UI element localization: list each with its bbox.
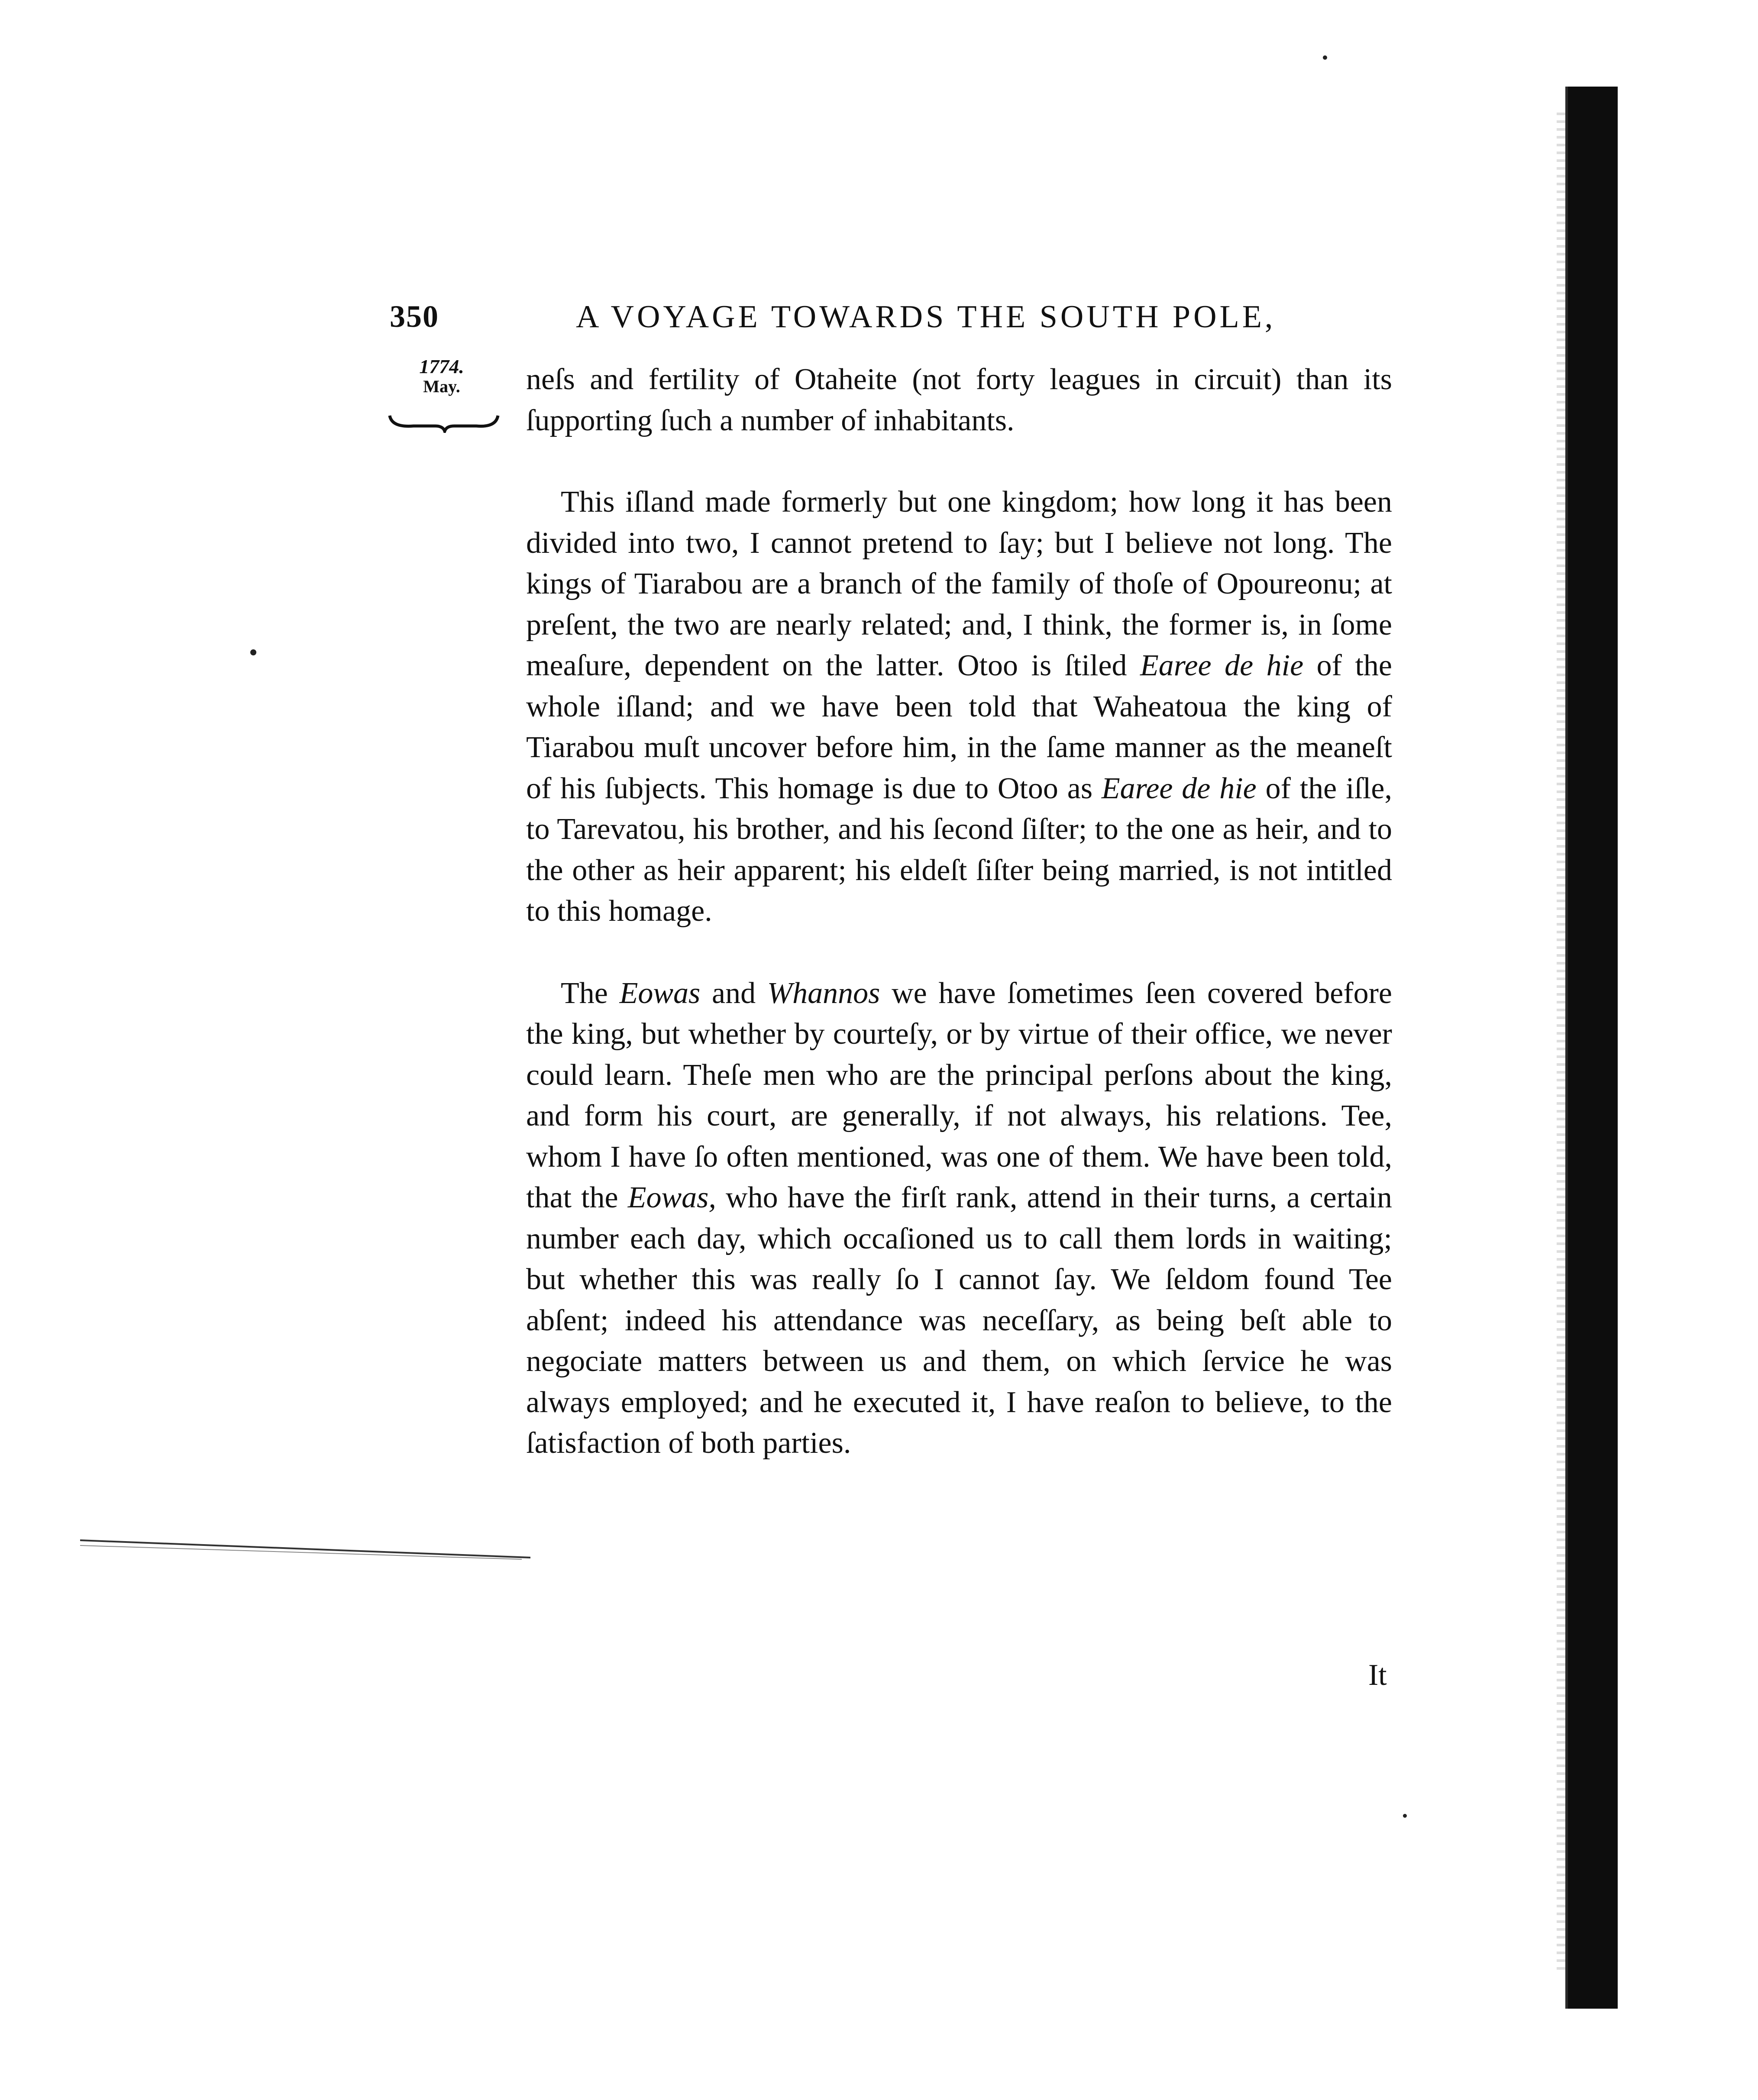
text-run: of the whole iſland; and we have been told that Waheatoua the king of Tiarabou muſt uncover before him, in the ſame manner as the meaneſt of his ſubjects. This homage is due to Otoo as [526, 649, 1392, 805]
italic-term: Earee de hie [1101, 771, 1257, 805]
text-run: and [700, 976, 767, 1010]
margin-year: 1774. [419, 355, 464, 377]
text-run: This iſland made formerly but one kingdom; how long it has been divided into two, I cannot pretend to ſay; but I believe not long. The kings of Tiarabou are a branch of the family of thoſe of Opoureonu; at preſent, the two are nearly related; and, I think, the former is, in ſome meaſure, dependent on the latter. Otoo is ſtiled [526, 485, 1392, 682]
body-text [526, 359, 1392, 1464]
margin-date-note [385, 355, 498, 397]
margin-month: May. [423, 377, 460, 396]
running-header [390, 299, 1394, 346]
scan-speck [1323, 55, 1327, 60]
margin-brace-ornament [388, 411, 500, 433]
scan-speck [1403, 1814, 1407, 1818]
book-binding-strip [1565, 87, 1618, 2009]
text-run: who have the firſt rank, attend in their turns, a certain number each day, which occaſioned us to call them lords in waiting; but whether this was really ſo I cannot ſay. We ſeldom found Tee abſent; indeed his attendance was neceſſary, as being beſt able to negociate matters between us and them, on which ſervice he was always employed; and he executed it, I have reaſon to believe, to the ſatisfaction of both parties. [526, 1181, 1392, 1460]
italic-term: Earee de hie [1140, 649, 1304, 682]
text-run: of the iſle, to Tarevatou, his brother, and his ſecond ſiſter; to the one as heir, and to the other as heir apparent; his eldeſt ſiſter being married, is not intitled to this homage. [526, 771, 1392, 928]
catchword: It [1368, 1658, 1387, 1692]
scan-stray-mark [80, 1537, 530, 1563]
paragraph-continuation: neſs and fertility of Otaheite (not forty leagues in circuit) than its ſupporting ſuch a number of inhabitants. [526, 363, 1392, 437]
italic-term: Whannos [767, 976, 880, 1010]
page-number: 350 [390, 299, 439, 334]
text-run: The [561, 976, 620, 1010]
italic-term: Eowas, [627, 1181, 716, 1214]
paragraph-kingdom [526, 482, 1392, 932]
running-title: A VOYAGE TOWARDS THE SOUTH POLE, [576, 299, 1276, 335]
page-edge-shadow [1557, 113, 1566, 1974]
italic-term: Eowas [619, 976, 701, 1010]
scan-speck [250, 649, 256, 655]
text-run: we have ſometimes ſeen covered before the king, but whether by courteſy, or by virtue of their office, we never could learn. Theſe men who are the principal perſons about the king, and form his court, are generally, if not always, his relations. Tee, whom I have ſo often mentioned, was one of them. We have been told, that the [526, 976, 1392, 1214]
paragraph-eowas [526, 973, 1392, 1464]
